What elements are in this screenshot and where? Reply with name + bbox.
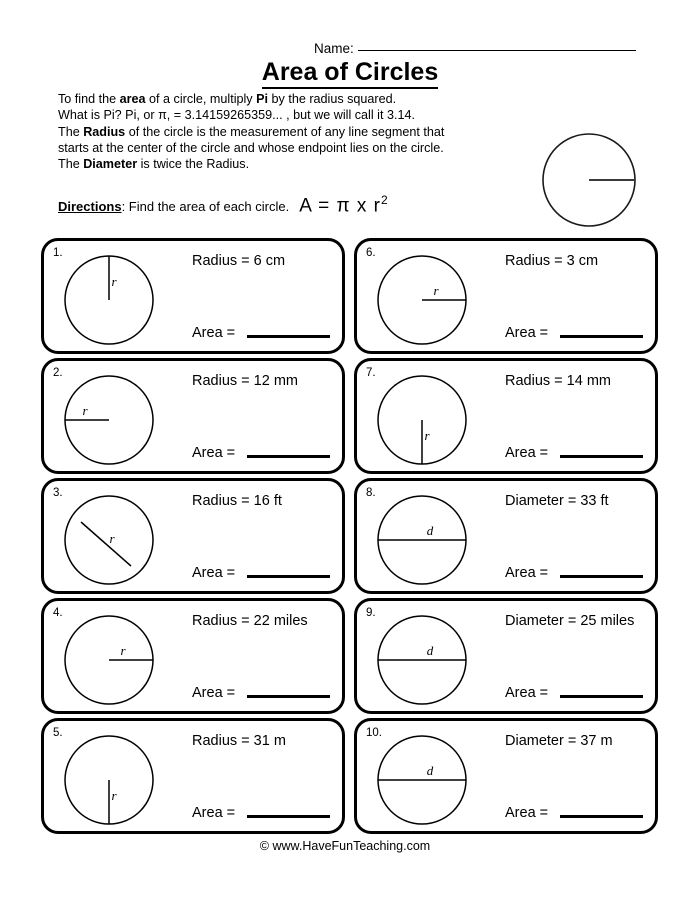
area-answer-blank[interactable] [247, 335, 330, 338]
area-label: Area = [505, 805, 549, 821]
problem-number: 1. [53, 247, 63, 259]
area-answer-blank[interactable] [560, 335, 643, 338]
intro-keyword-radius: Radius [83, 124, 126, 139]
problem-measurement: Radius = 12 mm [192, 373, 298, 389]
figure-label: d [426, 523, 434, 538]
area-answer-blank[interactable] [560, 695, 643, 698]
area-label: Area = [505, 565, 549, 581]
answer-row [192, 326, 330, 341]
figure-label: r [424, 428, 430, 443]
directions-row [58, 193, 389, 217]
figure-label: d [426, 643, 434, 658]
problem-circle-figure [50, 605, 168, 714]
formula-base: A = π x r [299, 195, 382, 217]
problem-card [354, 598, 658, 714]
intro-line-1-part-a: To find the [58, 92, 120, 106]
figure-label: r [109, 531, 115, 546]
area-answer-blank[interactable] [247, 455, 330, 458]
problem-circle-figure [50, 245, 168, 354]
intro-line-5-part-c: is twice the Radius. [137, 157, 250, 172]
problem-measurement: Diameter = 37 m [505, 733, 613, 749]
problem-circle-figure [363, 245, 481, 354]
intro-keyword-diameter: Diameter [83, 157, 138, 172]
area-label: Area = [505, 685, 549, 701]
area-formula [299, 193, 388, 217]
area-label: Area = [192, 805, 236, 821]
page-title-text: Area of Circles [262, 58, 438, 89]
problem-card [354, 478, 658, 594]
answer-row [505, 566, 643, 581]
answer-row [505, 686, 643, 701]
problem-circle-figure [50, 485, 168, 594]
problem-card [41, 478, 345, 594]
problem-card [41, 238, 345, 354]
answer-row [505, 446, 643, 461]
intro-line-1-part-c: of a circle, multiply [145, 92, 257, 106]
example-circle-diagram [536, 130, 646, 235]
intro-text-block [58, 91, 528, 172]
problem-number: 2. [53, 367, 63, 379]
problem-measurement: Radius = 31 m [192, 733, 286, 749]
problem-number: 8. [366, 487, 376, 499]
problem-measurement: Radius = 16 ft [192, 493, 282, 509]
answer-row [192, 686, 330, 701]
formula-exponent: 2 [381, 193, 389, 207]
figure-label: d [426, 763, 434, 778]
problem-card [41, 358, 345, 474]
intro-keyword-pi: Pi [256, 92, 269, 106]
answer-row [192, 566, 330, 581]
problem-card [41, 718, 345, 834]
name-write-in-line[interactable] [358, 50, 636, 51]
problem-number: 3. [53, 487, 63, 499]
problem-measurement: Radius = 6 cm [192, 253, 286, 269]
area-label: Area = [505, 325, 549, 341]
intro-line-3 [58, 124, 528, 140]
problem-measurement: Radius = 22 miles [192, 613, 308, 629]
area-label: Area = [505, 445, 549, 461]
problem-card [41, 598, 345, 714]
figure-label: r [111, 274, 117, 289]
problem-circle-figure [363, 605, 481, 714]
problem-number: 10. [366, 727, 382, 739]
area-answer-blank[interactable] [560, 575, 643, 578]
problem-circle-figure [363, 485, 481, 594]
answer-row [505, 326, 643, 341]
intro-line-5 [58, 156, 528, 172]
problem-circle-figure [363, 725, 481, 834]
page-title [0, 58, 700, 87]
problem-card [354, 718, 658, 834]
area-answer-blank[interactable] [247, 815, 330, 818]
area-answer-blank[interactable] [247, 695, 330, 698]
problem-number: 6. [366, 247, 376, 259]
problem-measurement: Radius = 3 cm [505, 253, 599, 269]
figure-label: r [120, 643, 126, 658]
area-label: Area = [192, 325, 236, 341]
intro-line-3-part-a: The [58, 124, 84, 139]
area-label: Area = [192, 565, 236, 581]
intro-line-1 [58, 91, 528, 107]
problem-card [354, 238, 658, 354]
problem-measurement: Diameter = 25 miles [505, 613, 635, 629]
intro-line-1-part-e: by the radius squared. [268, 92, 397, 106]
area-answer-blank[interactable] [247, 575, 330, 578]
area-answer-blank[interactable] [560, 455, 643, 458]
radius-line [81, 522, 131, 566]
intro-line-2: What is Pi? Pi, or π, = 3.14159265359... , but we will call it 3.14. [58, 108, 415, 123]
area-label: Area = [192, 445, 236, 461]
directions-keyword: Directions [58, 199, 122, 215]
figure-label: r [433, 283, 439, 298]
figure-label: r [111, 788, 117, 803]
footer-credit: © www.HaveFunTeaching.com [259, 839, 431, 853]
name-field-row [314, 41, 636, 56]
problem-measurement: Radius = 14 mm [505, 373, 611, 389]
name-label: Name: [314, 41, 354, 56]
problem-number: 5. [53, 727, 63, 739]
directions-instruction: : Find the area of each circle. [121, 199, 290, 215]
problem-circle-figure [363, 365, 481, 474]
problem-measurement: Diameter = 33 ft [505, 493, 609, 509]
intro-keyword-area: area [119, 92, 146, 106]
area-label: Area = [192, 685, 236, 701]
intro-line-3-part-c: of the circle is the measurement of any line segment that [125, 124, 445, 139]
directions-sentence [58, 199, 289, 214]
answer-row [192, 446, 330, 461]
figure-label: r [82, 403, 88, 418]
area-answer-blank[interactable] [560, 815, 643, 818]
answer-row [505, 806, 643, 821]
answer-row [192, 806, 330, 821]
problem-card [354, 358, 658, 474]
problem-circle-figure [50, 365, 168, 474]
intro-line-4: starts at the center of the circle and whose endpoint lies on the circle. [58, 140, 444, 155]
problem-number: 7. [366, 367, 376, 379]
problem-number: 4. [53, 607, 63, 619]
intro-line-5-part-a: The [58, 157, 84, 172]
problem-number: 9. [366, 607, 376, 619]
problem-circle-figure [50, 725, 168, 834]
problem-grid [41, 238, 658, 834]
